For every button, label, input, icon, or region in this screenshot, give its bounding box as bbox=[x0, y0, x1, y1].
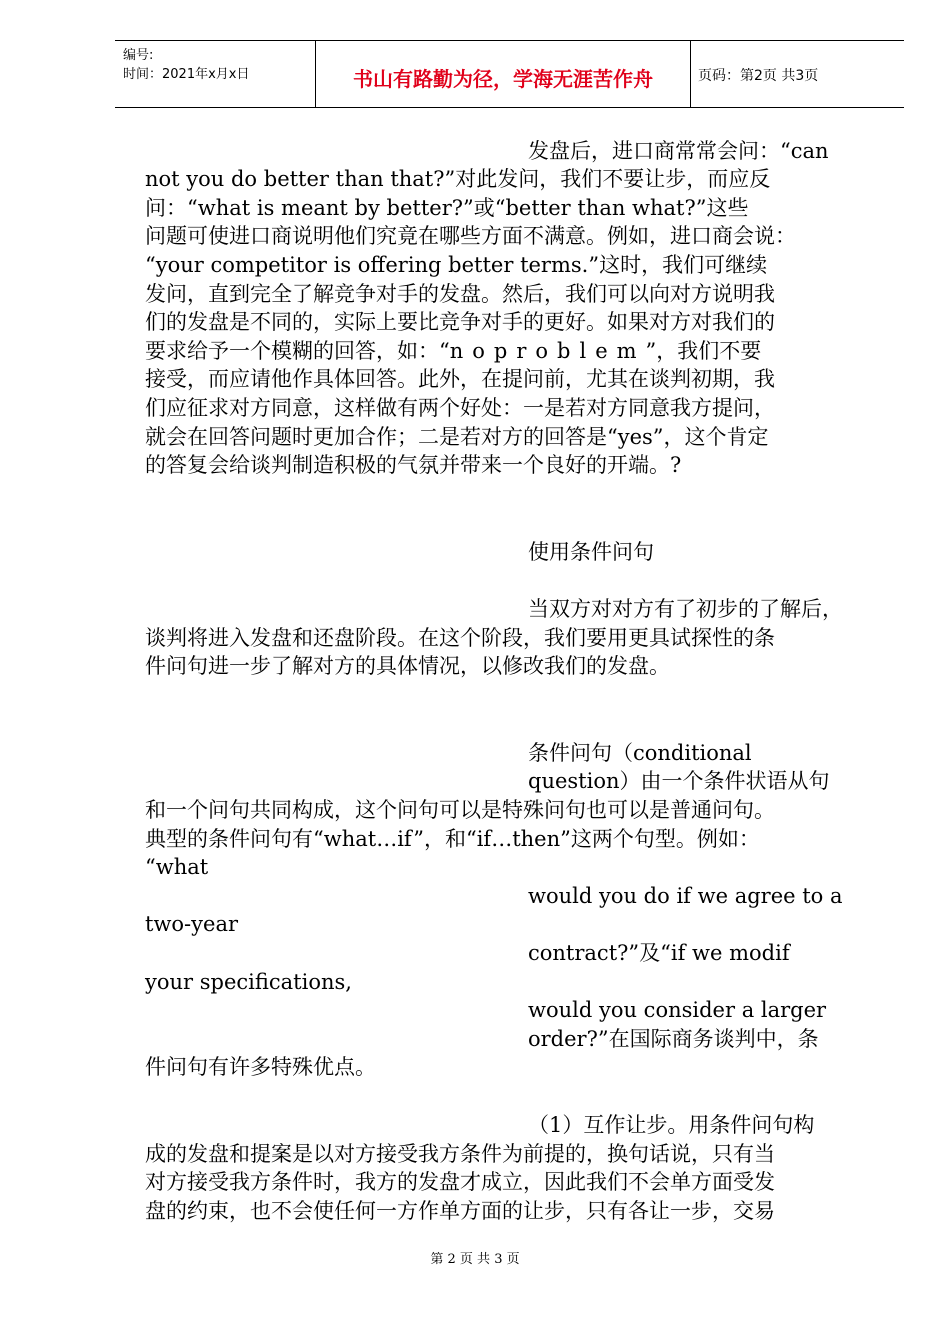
document-number-label: 编号: bbox=[123, 48, 154, 63]
page-header bbox=[115, 40, 904, 108]
text-line: contract?”及“if we modif bbox=[528, 941, 790, 965]
text-line: “your competitor is offering better terms.”这时，我们可继续 bbox=[145, 253, 768, 277]
text-line: 件问句有许多特殊优点。 bbox=[145, 1055, 376, 1079]
text-line: two-year bbox=[145, 912, 239, 936]
text-line: 们的发盘是不同的，实际上要比竞争对手的更好。如果对方对我们的 bbox=[145, 310, 775, 334]
text-line: 接受，而应请他作具体回答。此外，在提问前，尤其在谈判初期，我 bbox=[145, 367, 775, 391]
text-line: 件问句进一步了解对方的具体情况，以修改我们的发盘。 bbox=[145, 654, 670, 678]
text-line: 和一个问句共同构成，这个问句可以是特殊问句也可以是普通问句。 bbox=[145, 798, 775, 822]
text-span: ”，我们不要 bbox=[645, 339, 762, 363]
text-line: would you do if we agree to a bbox=[528, 884, 843, 908]
text-span: 要求给予一个模糊的回答，如：“ bbox=[145, 339, 450, 363]
text-line: “what bbox=[145, 855, 209, 879]
text-line: 条件问句（conditional bbox=[528, 741, 752, 765]
text-line: 发问，直到完全了解竞争对手的发盘。然后，我们可以向对方说明我 bbox=[145, 282, 775, 306]
header-page-cell bbox=[690, 41, 904, 107]
text-line: 盘的约束，也不会使任何一方作单方面的让步，只有各让一步，交易 bbox=[145, 1199, 775, 1223]
header-page-label: 页码：第2页 共3页 bbox=[698, 68, 819, 84]
text-line: 典型的条件问句有“what…if”，和“if…then”这两个句型。例如： bbox=[145, 827, 760, 851]
text-line: 当双方对对方有了初步的了解后， bbox=[528, 597, 843, 621]
page-footer: 第 2 页 共 3 页 bbox=[430, 1252, 520, 1267]
header-motto: 书山有路勤为径，学海无涯苦作舟 bbox=[353, 67, 653, 91]
text-line: 问题可使进口商说明他们究竟在哪些方面不满意。例如，进口商会说： bbox=[145, 224, 796, 248]
header-meta-cell bbox=[115, 41, 315, 107]
text-line: not you do better than that?”对此发问，我们不要让步，而应反 bbox=[145, 167, 771, 191]
text-line: 发盘后，进口商常常会问：“can bbox=[528, 139, 829, 163]
section-heading: 使用条件问句 bbox=[528, 540, 654, 564]
text-line: 们应征求对方同意，这样做有两个好处：一是若对方同意我方提问， bbox=[145, 396, 775, 420]
text-line: 对方接受我方条件时，我方的发盘才成立，因此我们不会单方面受发 bbox=[145, 1170, 775, 1194]
text-line: question）由一个条件状语从句 bbox=[528, 769, 830, 793]
text-line: 就会在回答问题时更加合作；二是若对方的回答是“yes”，这个肯定 bbox=[145, 425, 769, 449]
text-line: 成的发盘和提案是以对方接受我方条件为前提的，换句话说，只有当 bbox=[145, 1142, 775, 1166]
text-line: （1）互作让步。用条件问句构 bbox=[528, 1113, 815, 1137]
spaced-text: noproblem bbox=[449, 339, 646, 363]
text-line: would you consider a larger bbox=[528, 998, 827, 1022]
text-line bbox=[145, 337, 761, 366]
text-line: 的答复会给谈判制造积极的气氛并带来一个良好的开端。? bbox=[145, 453, 682, 477]
text-line: order?”在国际商务谈判中，条 bbox=[528, 1027, 819, 1051]
header-motto-cell bbox=[315, 41, 691, 107]
text-line: 问：“what is meant by better?”或“better than what?”这些 bbox=[145, 196, 749, 220]
document-time-label: 时间：2021年x月x日 bbox=[123, 67, 250, 82]
text-line: your specifications, bbox=[145, 970, 352, 994]
text-line: 谈判将进入发盘和还盘阶段。在这个阶段，我们要用更具试探性的条 bbox=[145, 626, 775, 650]
